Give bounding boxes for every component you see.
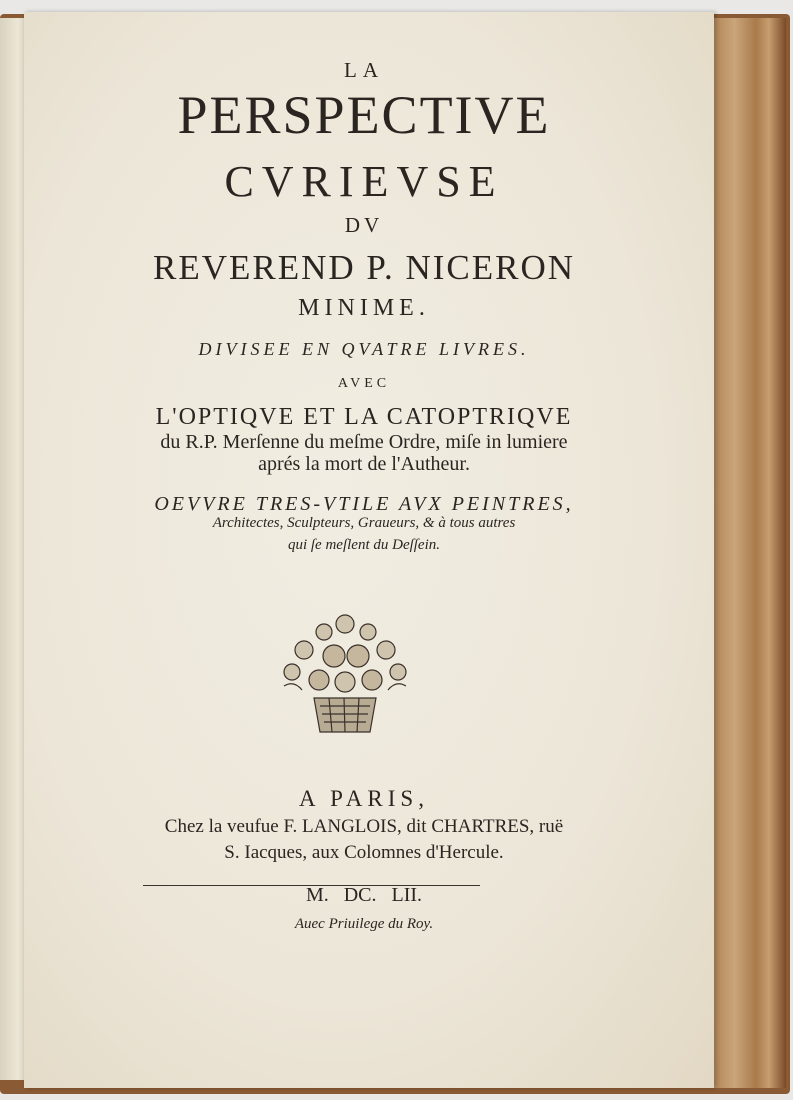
author-name: REVEREND P. NICERON [152, 248, 576, 287]
subtitle-architectes: Architectes, Sculpteurs, Graueurs, & à tous autres [212, 515, 516, 531]
subtitle-apres: aprés la mort de l'Autheur. [258, 453, 470, 475]
subtitle-mersenne: du R.P. Merſenne du meſme Ordre, miſe in lumiere [160, 431, 568, 453]
title-du: DV [344, 213, 384, 237]
subtitle-optique: L'OPTIQVE ET LA CATOPTRIQVE [155, 404, 573, 430]
title-perspective: PERSPECTIVE [177, 85, 551, 145]
title-la: LA [344, 58, 384, 82]
author-order: MINIME. [298, 295, 430, 321]
title-page [24, 12, 714, 1088]
imprint-city: A PARIS, [299, 786, 429, 811]
title-curieuse: CVRIEVSE [224, 157, 504, 206]
subtitle-qui: qui ſe meſlent du Deſſein. [287, 537, 441, 553]
imprint-address: S. Iacques, aux Colomnes d'Hercule. [224, 842, 504, 863]
subtitle-oeuvre: OEVVRE TRES-VTILE AVX PEINTRES, [154, 493, 574, 515]
imprint-publisher: Chez la veufue F. LANGLOIS, dit CHARTRES, ruë [164, 816, 564, 837]
subtitle-avec: AVEC [337, 376, 391, 391]
imprint-privilege: Auec Priuilege du Roy. [294, 916, 434, 932]
flower-basket-icon [274, 610, 416, 736]
subtitle-divisee: DIVISEE EN QVATRE LIVRES. [198, 339, 530, 359]
imprint-date: M. DC. LII. [305, 884, 423, 906]
